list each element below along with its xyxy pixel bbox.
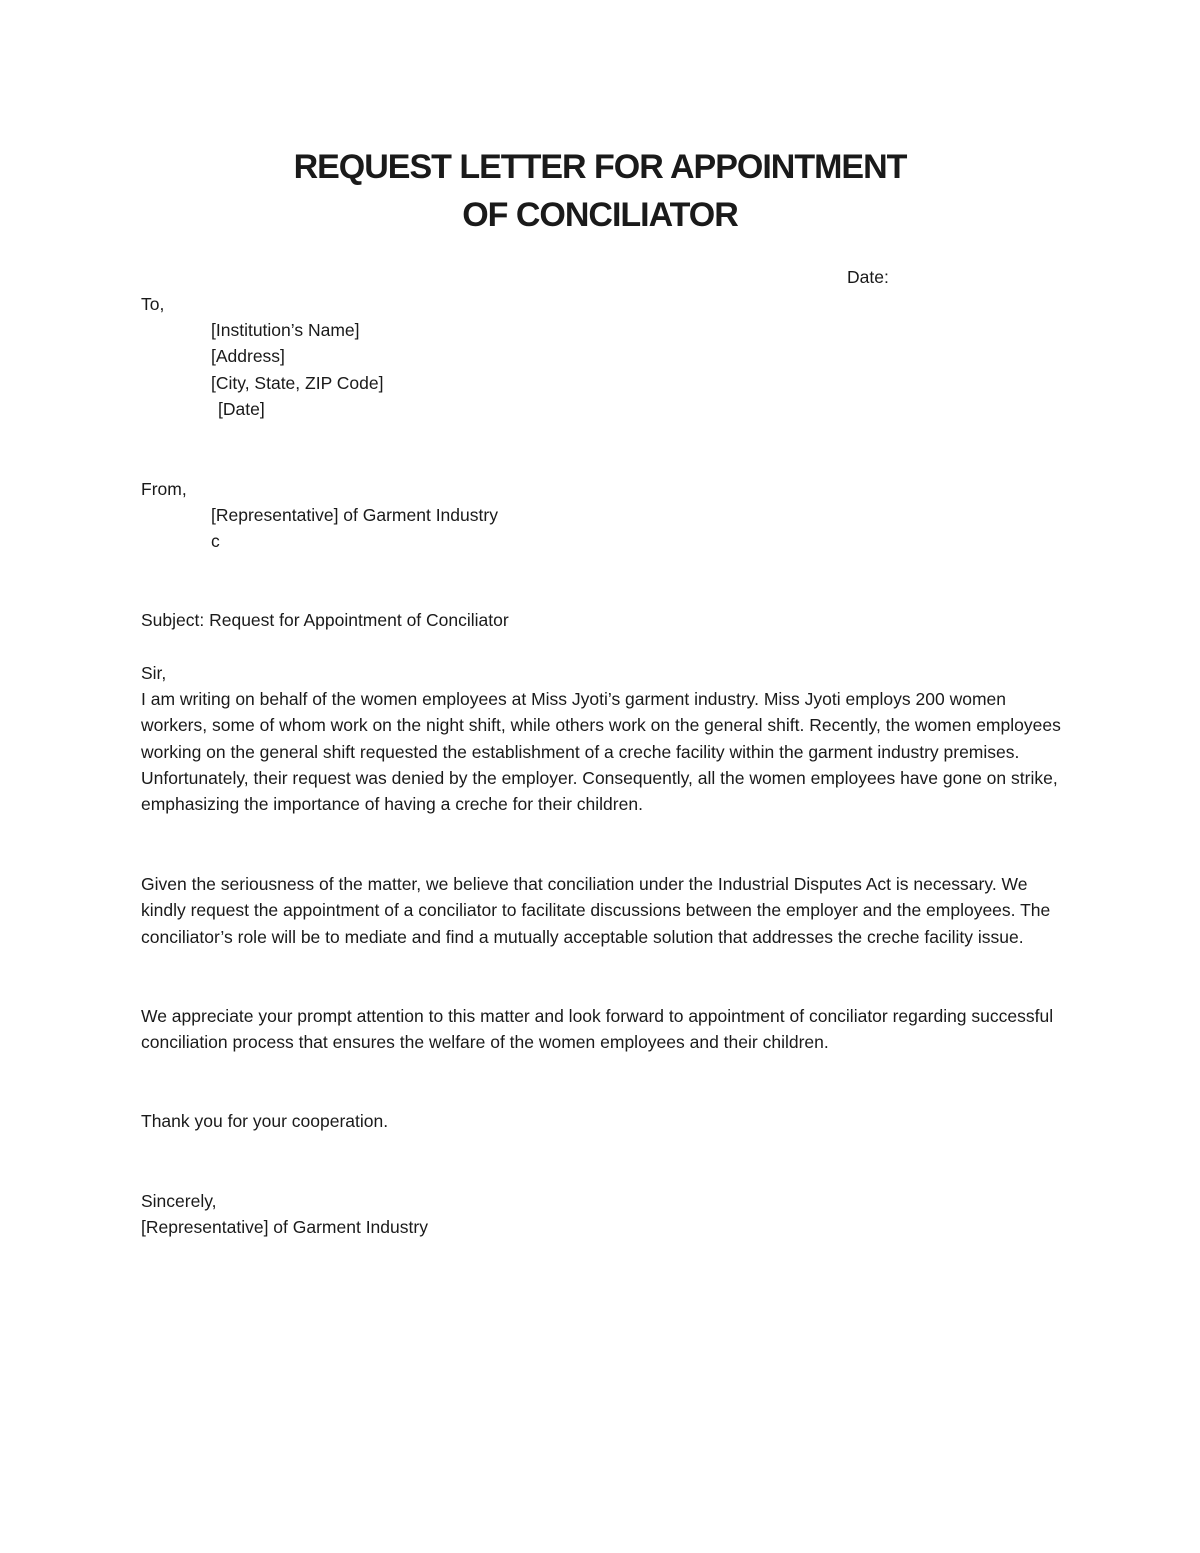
letter-title-line-1: REQUEST LETTER FOR APPOINTMENT [293, 148, 907, 186]
letter-title-line-2: OF CONCILIATOR [462, 196, 738, 234]
sign-off: Sincerely, [141, 1191, 217, 1211]
subject-line: Subject: Request for Appointment of Conciliator [141, 610, 509, 630]
body-paragraph-1 [141, 686, 1061, 817]
recipient-city-state-zip: [City, State, ZIP Code] [211, 373, 384, 393]
recipient-address: [Address] [211, 346, 285, 366]
sender-extra-line: c [211, 531, 220, 551]
body-paragraph-3-text: We appreciate your prompt attention to this matter and look forward to appointment of conciliator regarding successful conciliation process that ensures the welfare of the women employees and their children. [141, 1006, 1054, 1053]
recipient-institution: [Institution’s Name] [211, 320, 360, 340]
recipient-date: [Date] [218, 399, 265, 419]
to-label: To, [141, 294, 165, 314]
thank-you-line: Thank you for your cooperation. [141, 1111, 389, 1131]
body-paragraph-2 [141, 871, 1061, 950]
body-paragraph-3 [141, 1003, 1061, 1056]
body-paragraph-2-text: Given the seriousness of the matter, we believe that conciliation under the Industrial Disputes Act is necessary. We kindly request the appointment of a conciliator to facilitate discussions between the employer and the employees. The conciliator’s role will be to mediate and find a mutually acceptable solution that addresses the creche facility issue. [141, 874, 1051, 947]
sender-representative: [Representative] of Garment Industry [211, 505, 498, 525]
signature: [Representative] of Garment Industry [141, 1217, 428, 1237]
body-paragraph-1-text: I am writing on behalf of the women employees at Miss Jyoti’s garment industry. Miss Jyoti employs 200 women workers, some of whom work on the night shift, while others work on the general shift. Recently, the women employees working on the general shift requested the establishment of a creche facility within the garment industry premises. Unfortunately, their request was denied by the employer. Consequently, all the women employees have gone on strike, emphasizing the importance of having a creche for their children. [141, 689, 1061, 815]
salutation: Sir, [141, 663, 167, 683]
date-label: Date: [847, 267, 889, 287]
from-label: From, [141, 479, 187, 499]
